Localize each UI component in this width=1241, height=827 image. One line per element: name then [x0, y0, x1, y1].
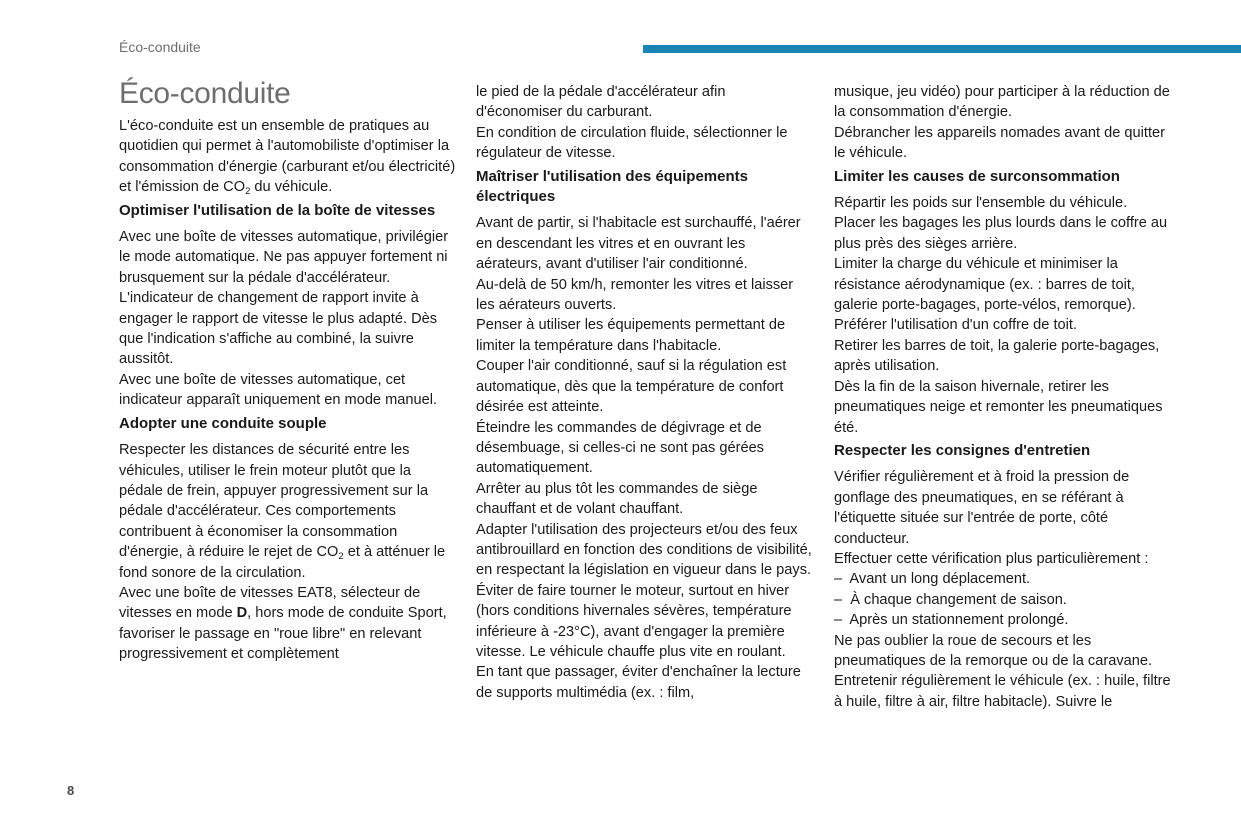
paragraph: Adapter l'utilisation des projecteurs et/ou des feux antibrouillard en fonction des conditions de visibilité, en respectant la législation en vigueur dans le pays.	[476, 521, 812, 579]
paragraph: Débrancher les appareils nomades avant de quitter le véhicule.	[834, 124, 1165, 162]
paragraph: Éteindre les commandes de dégivrage et de désembuage, si celles-ci ne sont pas gérées automatiquement.	[476, 419, 764, 477]
section-heading-overconsumption: Limiter les causes de surconsommation	[834, 167, 1120, 185]
check-occasions-list	[834, 569, 1172, 630]
list-item: – Après un stationnement prolongé.	[834, 610, 1172, 630]
paragraph: Avant de partir, si l'habitacle est surchauffé, l'aérer en descendant les vitres et en ouvrant les aérateurs, avant d'utiliser l'air conditionné.	[476, 215, 801, 273]
column-1	[119, 76, 457, 665]
paragraph: musique, jeu vidéo) pour participer à la réduction de la consommation d'énergie.	[834, 84, 1170, 121]
paragraph: Avec une boîte de vitesses EAT8, sélecteur de vitesses en mode D, hors mode de conduite Sport, favoriser le passage en "roue libre" en relevant progressivement et complètement	[119, 584, 447, 663]
page-number: 8	[67, 783, 75, 798]
paragraph: Respecter les distances de sécurité entre les véhicules, utiliser le frein moteur plutôt que la pédale de frein, appuyer progressivement sur la pédale d'accélérateur. Ces comportements contribuent à économiser la consommation d'énergie, à réduire le rejet de $CO_2$ et à atténuer le fond sonore de la circulation.	[119, 442, 446, 581]
section-heading-electrical-equipment: Maîtriser l'utilisation des équipements électriques	[476, 167, 748, 206]
paragraph: Limiter la charge du véhicule et minimiser la résistance aérodynamique (ex. : barres de toit, galerie porte-bagages, porte-vélos, remorque). Préférer l'utilisation d'un coffre de toit.	[834, 256, 1136, 334]
column-2	[476, 82, 814, 703]
page-title: Éco-conduite	[119, 77, 291, 110]
paragraph: Avec une boîte de vitesses automatique, cet indicateur apparaît uniquement en mode manuel.	[119, 371, 438, 409]
paragraph: Couper l'air conditionné, sauf si la régulation est automatique, dès que la température de confort désirée est atteinte.	[476, 358, 787, 416]
paragraph: Retirer les barres de toit, la galerie porte-bagages, après utilisation.	[834, 337, 1160, 375]
intro-paragraph: L'éco-conduite est un ensemble de pratiques au quotidien qui permet à l'automobiliste d'optimiser la consommation d'énergie (carburant et/ou électricité) et l'émission de $CO_2$ du véhicule.	[119, 118, 456, 198]
paragraph: Éviter de faire tourner le moteur, surtout en hiver (hors conditions hivernales sévères, température inférieure à -23°C), avant d'engager la première vitesse. Le véhicule chauffe plus vite en roulant.	[476, 582, 792, 660]
paragraph: le pied de la pédale d'accélérateur afin d'économiser du carburant.	[476, 84, 726, 121]
paragraph: Vérifier régulièrement et à froid la pression de gonflage des pneumatiques, en se référant à l'étiquette située sur l'entrée de porte, côté conducteur.	[834, 469, 1130, 547]
column-3	[834, 82, 1172, 712]
paragraph: Répartir les poids sur l'ensemble du véhicule.	[834, 195, 1128, 212]
header-accent-bar	[643, 45, 1241, 53]
paragraph: Dès la fin de la saison hivernale, retirer les pneumatiques neige et remonter les pneumatiques été.	[834, 378, 1163, 436]
paragraph: Entretenir régulièrement le véhicule (ex. : huile, filtre à huile, filtre à air, filtre habitacle). Suivre le	[834, 673, 1171, 710]
running-header-title: Éco-conduite	[119, 39, 201, 55]
paragraph: Effectuer cette vérification plus particulièrement :	[834, 550, 1149, 567]
section-heading-maintenance: Respecter les consignes d'entretien	[834, 441, 1091, 459]
paragraph: L'indicateur de changement de rapport invite à engager le rapport de vitesse le plus adapté. Dès que l'indication s'affiche au combiné, la suivre aussitôt.	[119, 290, 438, 368]
paragraph: Avec une boîte de vitesses automatique, privilégier le mode automatique. Ne pas appuyer fortement ni brusquement sur la pédale d'accélérateur.	[119, 229, 449, 286]
list-item: – Avant un long déplacement.	[834, 569, 1172, 589]
paragraph: En condition de circulation fluide, sélectionner le régulateur de vitesse.	[476, 124, 788, 162]
paragraph: Penser à utiliser les équipements permettant de limiter la température dans l'habitacle.	[476, 317, 786, 354]
paragraph: Ne pas oublier la roue de secours et les pneumatiques de la remorque ou de la caravane.	[834, 632, 1153, 669]
paragraph: En tant que passager, éviter d'enchaîner la lecture de supports multimédia (ex. : film,	[476, 664, 801, 701]
paragraph: Au-delà de 50 km/h, remonter les vitres et laisser les aérateurs ouverts.	[476, 276, 794, 314]
section-heading-gearbox: Optimiser l'utilisation de la boîte de vitesses	[119, 201, 436, 219]
section-heading-smooth-driving: Adopter une conduite souple	[119, 414, 327, 432]
paragraph: Arrêter au plus tôt les commandes de siège chauffant et de volant chauffant.	[476, 480, 758, 518]
paragraph: Placer les bagages les plus lourds dans le coffre au plus près des sièges arrière.	[834, 215, 1168, 252]
list-item: – À chaque changement de saison.	[834, 590, 1172, 610]
